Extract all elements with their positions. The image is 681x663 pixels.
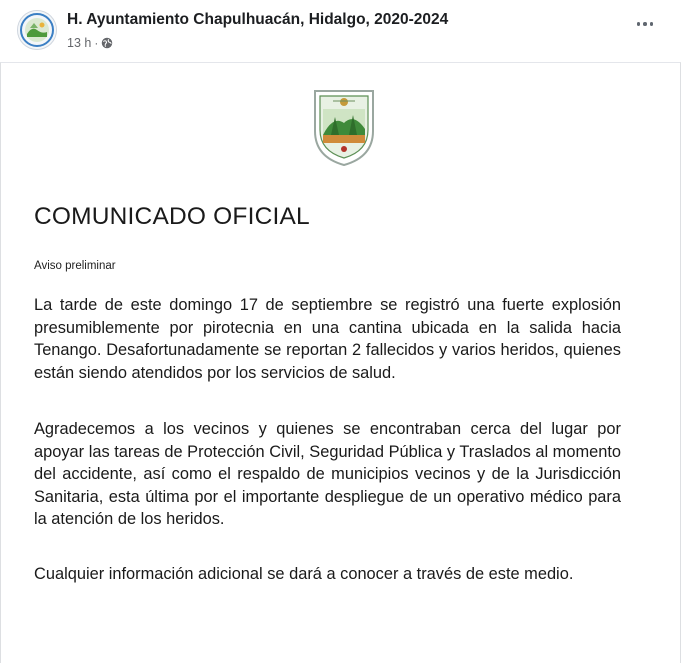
document-title: COMUNICADO OFICIAL bbox=[34, 203, 310, 230]
municipal-seal-icon bbox=[309, 85, 379, 169]
post-timestamp[interactable]: 13 h bbox=[67, 36, 92, 50]
more-options-icon bbox=[637, 22, 641, 26]
document-subtitle: Aviso preliminar bbox=[34, 260, 116, 272]
document-paragraph: Agradecemos a los vecinos y quienes se encontraban cerca del lugar por apoyar las tareas de Protección Civil, Seguridad Pública y Traslados al momento del accidente, así como el respaldo de municipios vecinos y de la Jurisdicción Sanitaria, esta última por el importante despliegue de un operativo médico para la atención de los heridos. bbox=[34, 420, 621, 528]
page-avatar[interactable] bbox=[17, 10, 57, 50]
more-options-button[interactable] bbox=[631, 14, 659, 34]
post-image-document[interactable] bbox=[0, 62, 681, 663]
municipal-logo-icon bbox=[17, 10, 57, 50]
page-name-link[interactable]: H. Ayuntamiento Chapulhuacán, Hidalgo, 2020-2024 bbox=[67, 11, 449, 28]
document-paragraph: Cualquier información adicional se dará a conocer a través de este medio. bbox=[34, 565, 574, 583]
globe-icon[interactable] bbox=[101, 37, 113, 49]
document-paragraph: La tarde de este domingo 17 de septiembre se registró una fuerte explosión presumiblemente por pirotecnia en una cantina ubicada en la salida hacia Tenango. Desafortunadamente se reportan 2 fallecidos y varios heridos, quienes están siendo atendidos por los servicios de salud. bbox=[34, 296, 621, 382]
meta-separator: · bbox=[94, 36, 99, 50]
post-meta bbox=[67, 36, 113, 50]
post-header bbox=[0, 0, 681, 62]
